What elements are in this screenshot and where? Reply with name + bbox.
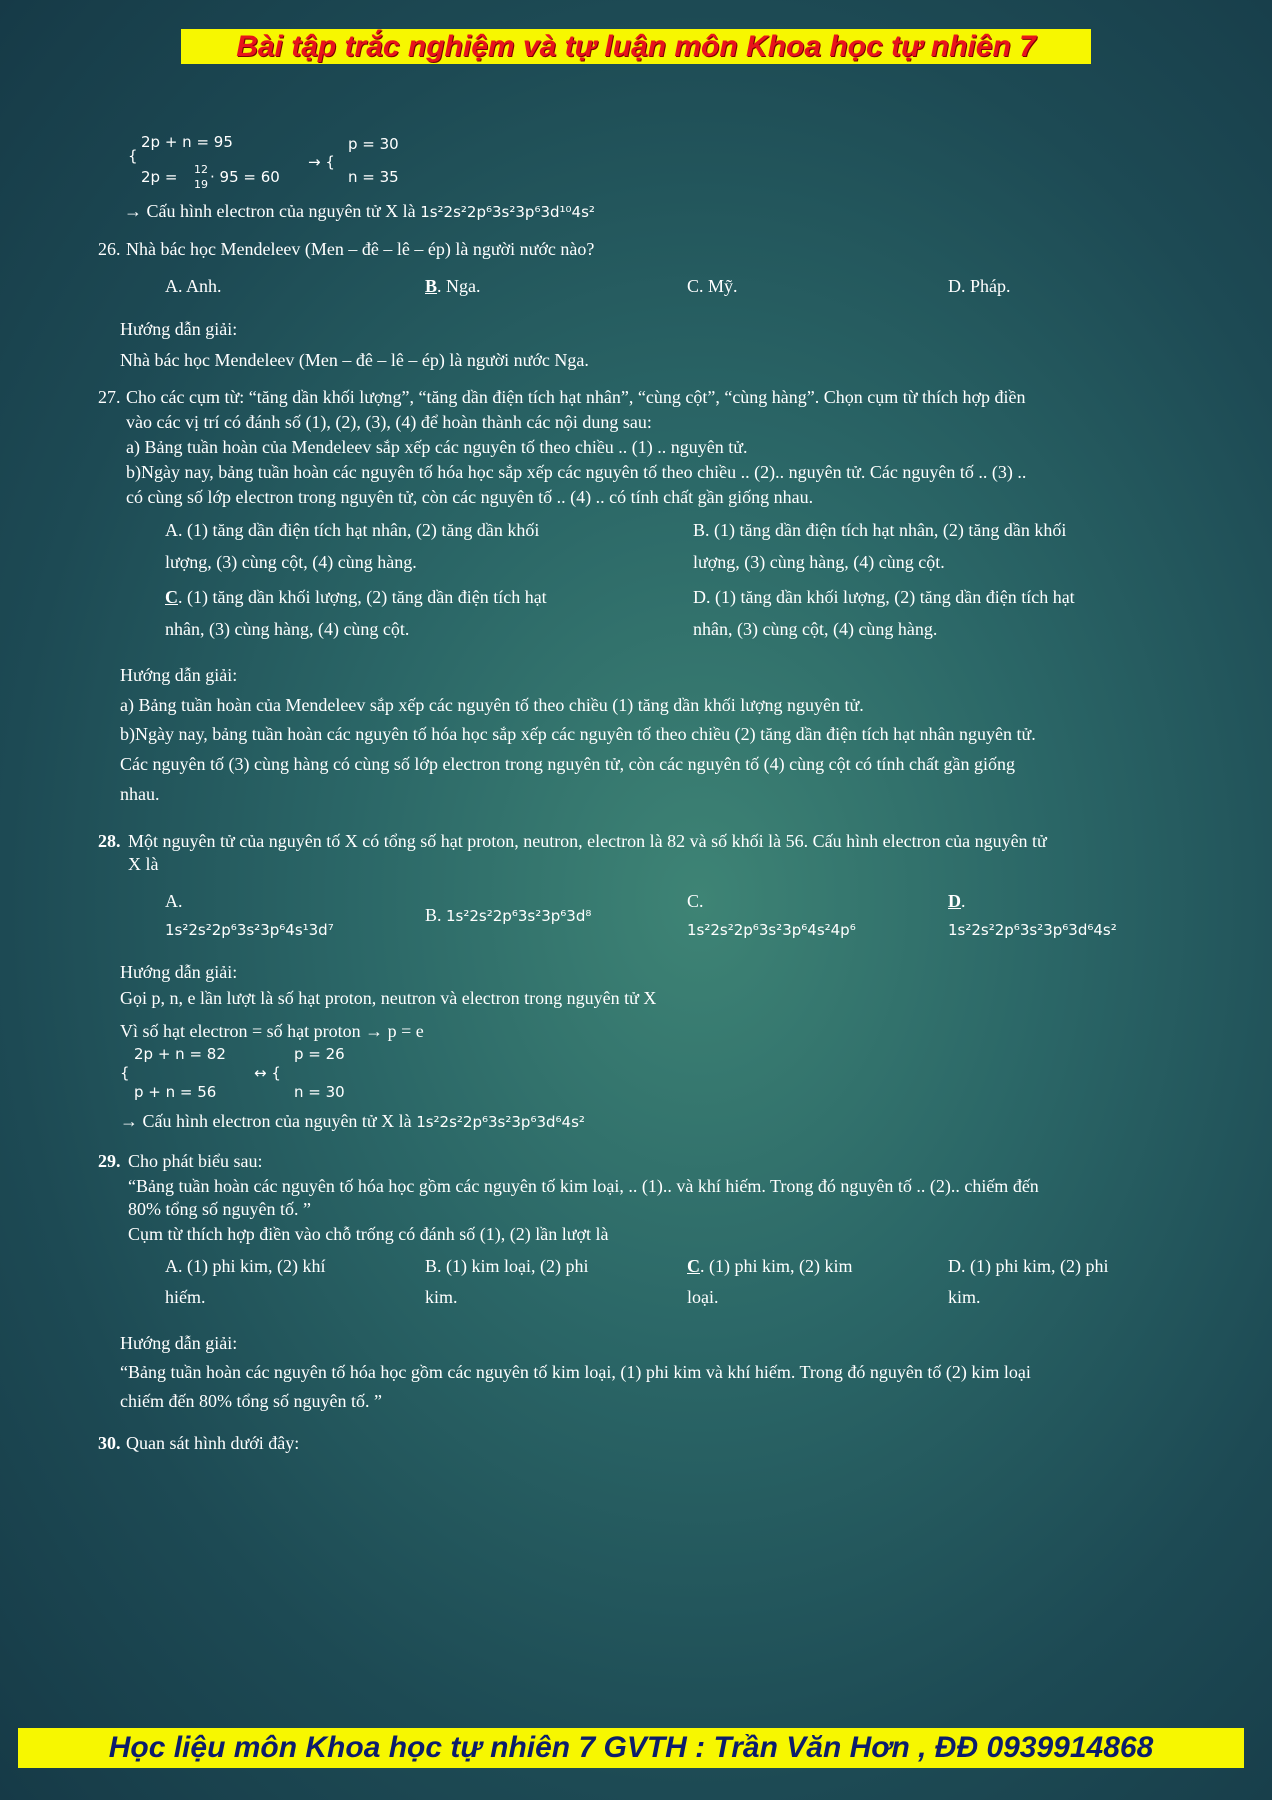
equation-2-rest: · 95 = 60 bbox=[210, 168, 280, 186]
guide-heading: Hướng dẫn giải: bbox=[120, 665, 238, 685]
guide-heading: Hướng dẫn giải: bbox=[120, 319, 238, 339]
question-line-1: “Bảng tuần hoàn các nguyên tố hóa học gồm các nguyên tố kim loại, .. (1).. và khí hiếm. Trong đó nguyên tố .. (2).. chiếm đến bbox=[128, 1176, 1039, 1196]
option-b: B. 1s²2s²2p⁶3s²3p⁶3d⁸ bbox=[425, 905, 592, 925]
footer-text: Học liệu môn Khoa học tự nhiên 7 GVTH : Trần Văn Hơn , ĐĐ 0939914868 bbox=[18, 1728, 1244, 1768]
guide-heading: Hướng dẫn giải: bbox=[120, 962, 238, 982]
question-number: 29. bbox=[98, 1151, 121, 1171]
option-c: C. Mỹ. bbox=[687, 276, 738, 296]
config-value: 1s²2s²2p⁶3s²3p⁶3d⁶4s² bbox=[416, 1113, 585, 1131]
option-d: D. Pháp. bbox=[948, 276, 1011, 296]
option-c-line-2: nhân, (3) cùng hàng, (4) cùng cột. bbox=[165, 619, 410, 639]
guide-answer: Nhà bác học Mendeleev (Men – đê – lê – ép) là người nước Nga. bbox=[120, 350, 589, 370]
option-b-line-2: kim. bbox=[425, 1287, 458, 1307]
result-1: p = 30 bbox=[348, 135, 399, 153]
option-a-line-2: lượng, (3) cùng cột, (4) cùng hàng. bbox=[165, 552, 417, 572]
question-line-2: X là bbox=[128, 854, 159, 874]
option-a-line-1: A. (1) phi kim, (2) khí bbox=[165, 1256, 326, 1276]
question-line-1: Một nguyên tử của nguyên tố X có tổng số hạt proton, neutron, electron là 82 và số khối là 56. Cấu hình electron của nguyên tử bbox=[128, 831, 1047, 851]
option-b: B. Nga. bbox=[425, 276, 481, 296]
question-text: Nhà bác học Mendeleev (Men – đê – lê – ép) là người nước nào? bbox=[126, 239, 595, 259]
guide-answer-3: Các nguyên tố (3) cùng hàng có cùng số lớp electron trong nguyên tử, còn các nguyên tố (4) cùng cột có tính chất gần giống bbox=[120, 754, 1016, 774]
equation-2: p + n = 56 bbox=[134, 1083, 217, 1101]
guide-heading: Hướng dẫn giải: bbox=[120, 1333, 238, 1353]
option-c-line-1: C. (1) phi kim, (2) kim bbox=[687, 1256, 853, 1276]
option-a-line-1: A. (1) tăng dần điện tích hạt nhân, (2) tăng dần khối bbox=[165, 520, 540, 540]
guide-answer-2: b)Ngày nay, bảng tuần hoàn các nguyên tố hóa học sắp xếp các nguyên tố theo chiều (2) tăng dần điện tích hạt nhân nguyên tử. bbox=[120, 724, 1036, 744]
equation-1: 2p + n = 95 bbox=[141, 133, 233, 151]
result-1: p = 26 bbox=[294, 1045, 345, 1063]
fraction-numerator: 12 bbox=[194, 163, 208, 176]
correct-letter: C bbox=[687, 1256, 700, 1276]
config-line: → Cấu hình electron của nguyên tử X là 1s²2s²2p⁶3s²3p⁶3d¹⁰4s² bbox=[124, 201, 595, 221]
option-d-line-2: kim. bbox=[948, 1287, 981, 1307]
question-line-0: Cho phát biểu sau: bbox=[128, 1151, 263, 1171]
question-number: 26. bbox=[98, 239, 121, 259]
option-c-config: 1s²2s²2p⁶3s²3p⁶4s²4p⁶ bbox=[687, 921, 856, 939]
header-title: Bài tập trắc nghiệm và tự luận môn Khoa học tự nhiên 7 bbox=[181, 29, 1091, 64]
question-number: 27. bbox=[98, 387, 121, 407]
fraction-denominator: 19 bbox=[194, 178, 208, 191]
guide-line-2: Vì số hạt electron = số hạt proton → p = e bbox=[120, 1021, 424, 1041]
guide-answer-4: nhau. bbox=[120, 784, 160, 804]
equation-1: 2p + n = 82 bbox=[134, 1045, 226, 1063]
question-text: Quan sát hình dưới đây: bbox=[126, 1433, 300, 1453]
option-d-line-2: nhân, (3) cùng cột, (4) cùng hàng. bbox=[693, 619, 938, 639]
option-b-line-2: lượng, (3) cùng hàng, (4) cùng cột. bbox=[693, 552, 945, 572]
equation-2: 2p = bbox=[141, 168, 178, 186]
option-b-line-1: B. (1) tăng dần điện tích hạt nhân, (2) tăng dần khối bbox=[693, 520, 1067, 540]
guide-answer-1: a) Bảng tuần hoàn của Mendeleev sắp xếp các nguyên tố theo chiều (1) tăng dần khối lượng nguyên tử. bbox=[120, 695, 864, 715]
option-a-line-2: hiếm. bbox=[165, 1287, 206, 1307]
result-2: n = 35 bbox=[348, 168, 399, 186]
option-a-config: 1s²2s²2p⁶3s²3p⁶4s¹3d⁷ bbox=[165, 921, 334, 939]
question-number: 30. bbox=[98, 1433, 121, 1453]
question-line-2: vào các vị trí có đánh số (1), (2), (3), (4) để hoàn thành các nội dung sau: bbox=[126, 412, 652, 432]
question-line-5: có cùng số lớp electron trong nguyên tử, còn các nguyên tố .. (4) .. có tính chất gần giống nhau. bbox=[126, 487, 814, 507]
arrow-brace: ↔ { bbox=[254, 1064, 281, 1082]
question-line-2: 80% tổng số nguyên tố. ” bbox=[128, 1199, 311, 1219]
correct-letter: D bbox=[948, 891, 961, 911]
guide-line-1: Gọi p, n, e lần lượt là số hạt proton, neutron và electron trong nguyên tử X bbox=[120, 988, 657, 1008]
option-d: D. bbox=[948, 891, 966, 911]
brace-left: { bbox=[128, 147, 138, 165]
question-number: 28. bbox=[98, 831, 121, 851]
config-value: 1s²2s²2p⁶3s²3p⁶3d¹⁰4s² bbox=[420, 203, 595, 221]
question-line-4: b)Ngày nay, bảng tuần hoàn các nguyên tố hóa học sắp xếp các nguyên tố theo chiều .. (2).. nguyên tử. Các nguyên tố .. (3) .. bbox=[126, 462, 1027, 482]
option-d-config: 1s²2s²2p⁶3s²3p⁶3d⁶4s² bbox=[948, 921, 1117, 939]
question-line-3: Cụm từ thích hợp điền vào chỗ trống có đánh số (1), (2) lần lượt là bbox=[128, 1224, 609, 1244]
result-2: n = 30 bbox=[294, 1083, 345, 1101]
config-line: → Cấu hình electron của nguyên tử X là 1s²2s²2p⁶3s²3p⁶3d⁶4s² bbox=[120, 1111, 585, 1131]
option-a: A. Anh. bbox=[165, 276, 222, 296]
option-d-line-1: D. (1) phi kim, (2) phi bbox=[948, 1256, 1109, 1276]
question-line-3: a) Bảng tuần hoàn của Mendeleev sắp xếp các nguyên tố theo chiều .. (1) .. nguyên tử. bbox=[126, 437, 748, 457]
arrow-brace: → { bbox=[308, 153, 335, 171]
correct-letter: C bbox=[165, 587, 178, 607]
option-c-line-2: loại. bbox=[687, 1287, 719, 1307]
guide-answer-1: “Bảng tuần hoàn các nguyên tố hóa học gồm các nguyên tố kim loại, (1) phi kim và khí hiếm. Trong đó nguyên tố (2) kim loại bbox=[120, 1362, 1031, 1382]
option-b-config: 1s²2s²2p⁶3s²3p⁶3d⁸ bbox=[446, 907, 592, 925]
correct-letter: B bbox=[425, 276, 438, 296]
brace-left: { bbox=[120, 1064, 130, 1082]
option-c-line-1: C. (1) tăng dần khối lượng, (2) tăng dần điện tích hạt bbox=[165, 587, 547, 607]
question-line-1: Cho các cụm từ: “tăng dần khối lượng”, “tăng dần điện tích hạt nhân”, “cùng cột”, “cùng hàng”. Chọn cụm từ thích hợp điền bbox=[126, 387, 1026, 407]
option-c: C. bbox=[687, 891, 704, 911]
option-b-line-1: B. (1) kim loại, (2) phi bbox=[425, 1256, 589, 1276]
option-d-line-1: D. (1) tăng dần khối lượng, (2) tăng dần điện tích hạt bbox=[693, 587, 1075, 607]
guide-answer-2: chiếm đến 80% tổng số nguyên tố. ” bbox=[120, 1391, 382, 1411]
option-a: A. bbox=[165, 891, 183, 911]
